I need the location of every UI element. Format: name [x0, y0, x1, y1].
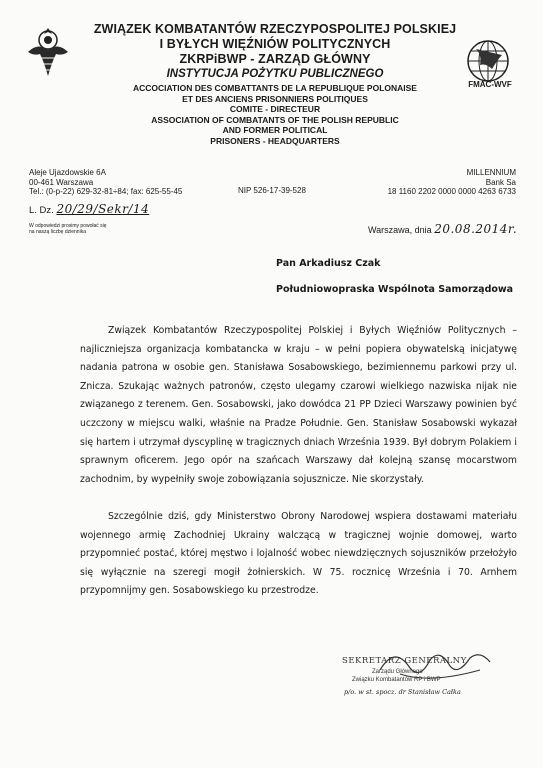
- signer-name: p/o. w st. spocz. dr Stanisław Całka: [344, 688, 461, 696]
- reference-note-line1: W odpowiedzi prosimy powołać się: [29, 223, 107, 229]
- body-paragraph-2: Szczególnie dziś, gdy Ministerstwo Obrony Narodowej wspiera dostawami materiału wojennego armię Zachodniej Ukrainy walczącą w tragicznej wojnie domowej, warto przypomnieć postać, której męstwo i lojalność wobec niewdzięcznych sojuszników przełożyło się wyłącznie na szeregi mogił żołnierskich. W 75. rocznicę Września i 70. Arnhem przypomnijmy gen. Sosabowskiego ku przestrodze.: [80, 510, 517, 597]
- org-name-en-line3: PRISONERS - HEADQUARTERS: [210, 135, 340, 146]
- stamp-line3: Związku Kombatantów RP i BWP: [352, 677, 441, 683]
- body-paragraph-1: Związek Kombatantów Rzeczypospolitej Polskiej i Byłych Więźniów Politycznych – najliczniejsza organizacja kombatancka w kraju – w pełni popiera obywatelską inicjatywę nadania patrona w osobie gen. Stanisława Sosabowskiego, bezimiennemu parkowi przy ul. Znicza. Szukając ważnych patronów, często ulegamy czarowi wielkiego nazwiska nijak nie związanego z terenem. Gen. Sosabowski, jako dowódca 21 PP Dzieci Warszawy powinien być uczczony w miejscu walki, właśnie na Pradze Południe. Gen. Stanisław Sosabowski wykazał się hartem i utrzymał dyscyplinę w tragicznych dniach Września 1939. Był dobrym Polakiem i sprawnym oficerem. Jego opór na szańcach Warszawy dał kolejną szansę mocarstwom zachodnim, by wypełniły swoje zobowiązania sojusznicze. Nie skorzystały.: [80, 325, 517, 485]
- recipient-name: Pan Arkadiusz Czak: [276, 258, 381, 269]
- org-name-line3: ZKRPiBWP - ZARZĄD GŁÓWNY: [179, 52, 371, 66]
- org-name-fr-line1: ACCOCIATION DES COMBATTANTS DE LA REPUBLIQUE POLONAISE: [133, 83, 417, 93]
- fmac-logo-label: FMAC-WVF: [468, 80, 512, 89]
- stamp-line2: Zarządu Głównego: [372, 669, 423, 675]
- bank-details: [372, 168, 516, 197]
- reference-note: [29, 223, 107, 235]
- stamp-title: SEKRETARZ GENERALNY: [342, 656, 467, 666]
- org-subtitle: INSTYTUCJA POŻYTKU PUBLICZNEGO: [166, 68, 384, 80]
- recipient-organization: Południowopraska Wspólnota Samorządowa: [276, 284, 514, 295]
- reference-handwritten: 20/29/Sekr/14: [56, 202, 150, 216]
- postal-address: [29, 168, 182, 197]
- reference-number: [29, 202, 149, 216]
- org-name-line1: ZWIĄZEK KOMBATANTÓW RZECZYPOSPOLITEJ POLSKIEJ: [93, 22, 457, 36]
- tax-id: NIP 526-17-39-528: [238, 186, 306, 195]
- reference-note-line2: na naszą liczbę dziennika: [29, 229, 86, 235]
- eagle-emblem-icon: [22, 22, 74, 82]
- bank-type: Bank Sa: [485, 177, 516, 187]
- org-name-fr-line3: COMITE - DIRECTEUR: [229, 104, 321, 114]
- date-handwritten: 20.08.2014r.: [434, 222, 518, 236]
- reference-prefix: L. Dz.: [29, 205, 54, 216]
- org-name-en-line1: ASSOCIATION OF COMBATANTS OF THE POLISH REPUBLIC: [151, 114, 399, 125]
- letter-date: [368, 222, 517, 236]
- letterhead: [90, 22, 460, 146]
- org-name-line2: I BYŁYCH WIĘŹNIÓW POLITYCZNYCH: [159, 37, 391, 51]
- date-prefix: Warszawa, dnia: [368, 225, 432, 235]
- org-name-en-line2: AND FORMER POLITICAL: [222, 125, 328, 135]
- bank-name: MILLENNIUM: [466, 168, 516, 177]
- org-name-fr-line2: ET DES ANCIENS PRISONNIERS POLITIQUES: [182, 93, 368, 104]
- recipient-block: [276, 251, 513, 303]
- bank-account: 18 1160 2202 0000 0000 4263 6733: [387, 187, 516, 196]
- address-city: 00-461 Warszawa: [29, 177, 94, 187]
- letter-body: [80, 322, 517, 620]
- address-phone: Tel.: (0-p-22) 629-32-81÷84; fax: 625-55-45: [29, 187, 183, 196]
- address-street: Aleje Ujazdowskie 6A: [29, 168, 106, 177]
